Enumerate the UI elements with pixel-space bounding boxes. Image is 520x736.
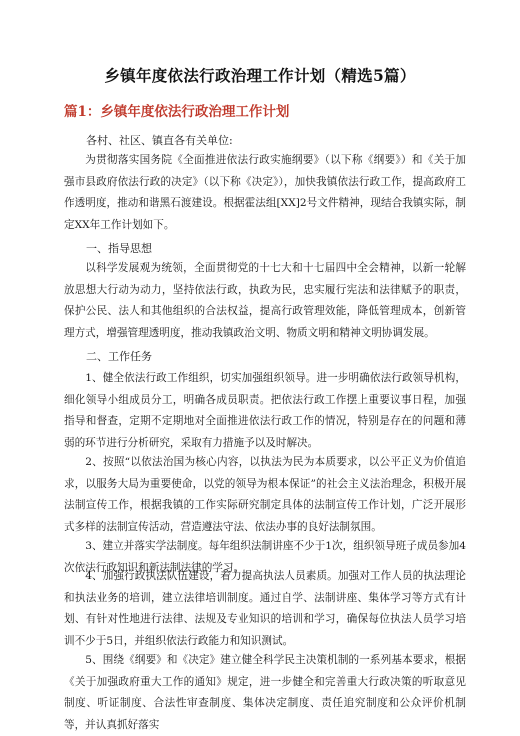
task-paragraph-1: 1、健全依法行政工作组织，切实加强组织领导。进一步明确依法行政领导机构，细化领导小组成员分工，明确各成员职责。把依法行政工作摆上重要议事日程，加强指导和督查，定期不定期地对全面推进依法行政工作的情况，特别是存在的问题和薄弱的环节进行分析研究，采取有力措施予以及时解决。 bbox=[64, 372, 466, 449]
task-paragraph-4: 4、加强行政执法队伍建设，着力提高执法人员素质。加强对工作人员的执法理论和执法业务的培训，建立法律培训制度。通过自学、法制讲座、集体学习等方式有计划、有针对性地进行法律、法规及专业知识的培训和学习，确保每位执法人员学习培训不少于5日，并组织依法行政能力和知识测试。 bbox=[64, 570, 466, 647]
heading-work-tasks: 二、工作任务 bbox=[86, 350, 152, 363]
heading-guiding-ideology: 一、指导思想 bbox=[86, 242, 152, 255]
task-paragraph-5: 5、围绕《纲要》和《决定》建立健全科学民主决策机制的一系列基本要求，根据《关于加强政府重大工作的通知》规定，进一步健全和完善重大行政决策的听取意见制度、听证制度、合法性审查制度、集体决定制度、责任追究制度和公众评价机制等，并认真抓好落实 bbox=[64, 654, 466, 731]
document-title: 乡镇年度依法行政治理工作计划（精选5篇） bbox=[104, 66, 416, 85]
intro-paragraph: 为贯彻落实国务院《全面推进依法行政实施纲要》（以下称《纲要》）和《关于加强市县政府依法行政的决定》（以下称《决定》），加快我镇依法行政工作，提高政府工作透明度，推动和谐黑石渡建设。根据霍法组[XX]2号文件精神，现结合我镇实际，制定XX年工作计划如下。 bbox=[64, 154, 466, 231]
salutation: 各村、社区、镇直各有关单位: bbox=[86, 134, 233, 147]
task-paragraph-3: 3、建立并落实学法制度。每年组织法制讲座不少于1次，组织领导班子成员参加4次依法行政知识和新法制法律的学习。 bbox=[64, 540, 466, 574]
guiding-paragraph: 以科学发展观为统领，全面贯彻党的十七大和十七届四中全会精神，以新一轮解放思想大行动为动力，坚持依法行政，执政为民，忠实履行宪法和法律赋予的职责，保护公民、法人和其他组织的合法权益，提高行政管理效能，降低管理成本，创新管理方式，增强管理透明度，推动我镇政治文明、物质文明和精神文明协调发展。 bbox=[64, 262, 466, 339]
section-heading: 篇1：乡镇年度依法行政治理工作计划 bbox=[64, 104, 290, 120]
task-paragraph-2: 2、按照“以依法治国为核心内容，以执法为民为本质要求，以公平正义为价值追求，以服务大局为重要使命，以党的领导为根本保证”的社会主义法治理念，积极开展法制宣传工作，根据我镇的工作实际研究制定具体的法制宣传工作计划，广泛开展形式多样的法制宣传活动，营造遵法守法、依法办事的良好法制氛围。 bbox=[64, 456, 466, 533]
